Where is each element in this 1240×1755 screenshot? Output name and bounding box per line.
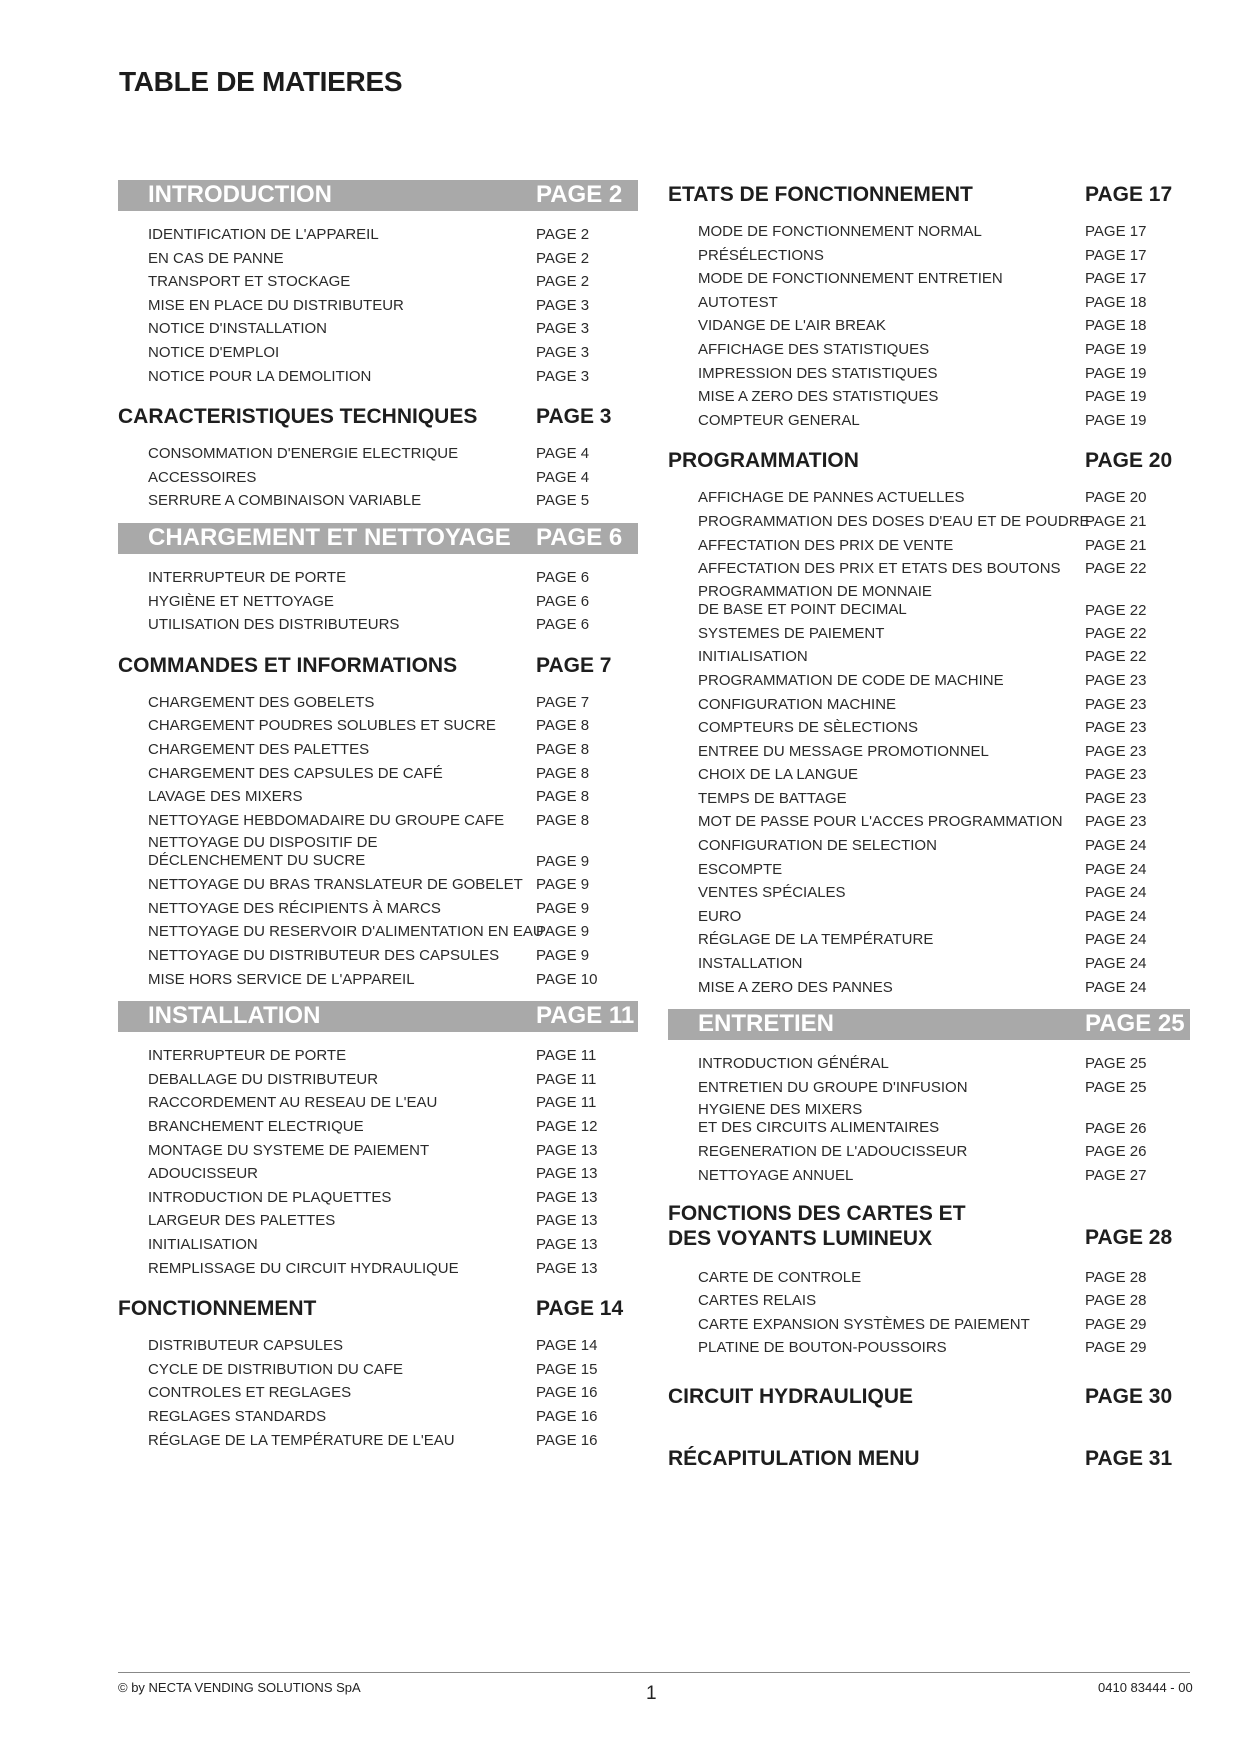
toc-entry-page: PAGE 4 — [536, 468, 590, 486]
toc-entry-page: PAGE 29 — [1085, 1315, 1147, 1333]
toc-entry[interactable] — [118, 1044, 638, 1068]
toc-entry-label: CHARGEMENT POUDRES SOLUBLES ET SUCRE — [148, 717, 496, 735]
toc-entry[interactable] — [118, 466, 638, 490]
toc-entry-label: AFFECTATION DES PRIX DE VENTE — [698, 536, 954, 554]
toc-entry-page: PAGE 23 — [1085, 695, 1147, 713]
toc-entry[interactable] — [668, 905, 1190, 929]
toc-entry-label: MOT DE PASSE POUR L'ACCES PROGRAMMATION — [698, 813, 1063, 831]
toc-entry[interactable] — [668, 787, 1190, 811]
toc-entry[interactable] — [668, 557, 1190, 581]
toc-entry-label: INITIALISATION — [148, 1236, 258, 1253]
toc-entry[interactable] — [118, 489, 638, 513]
toc-entry-page: PAGE 19 — [1085, 364, 1147, 382]
toc-entry-label: SERRURE A COMBINAISON VARIABLE — [148, 492, 422, 510]
toc-entry-label: INTERRUPTEUR DE PORTE — [148, 1047, 347, 1065]
toc-entry-label: ENTRETIEN DU GROUPE D'INFUSION — [698, 1078, 968, 1096]
toc-entry-page: PAGE 2 — [536, 273, 590, 291]
section-page-ref: PAGE 20 — [1085, 449, 1173, 473]
toc-entry[interactable] — [668, 1052, 1190, 1076]
toc-entry[interactable] — [668, 510, 1190, 534]
toc-entry[interactable] — [118, 1115, 638, 1139]
section-title: CARACTERISTIQUES TECHNIQUES — [118, 405, 478, 429]
toc-entry-page: PAGE 13 — [536, 1188, 598, 1206]
toc-entry-label: DISTRIBUTEUR CAPSULES — [148, 1337, 344, 1355]
footer-copyright: © by NECTA VENDING SOLUTIONS SpA — [118, 1680, 361, 1695]
toc-entry[interactable] — [118, 1139, 638, 1163]
toc-entry-label: NETTOYAGE DU BRAS TRANSLATEUR DE GOBELET — [148, 876, 523, 894]
toc-entry-page: PAGE 4 — [536, 445, 590, 463]
toc-entry-page: PAGE 19 — [1085, 388, 1147, 406]
toc-entry-label: NETTOYAGE DES RÉCIPIENTS À MARCS — [148, 899, 441, 917]
toc-entry-label: CHOIX DE LA LANGUE — [698, 766, 859, 784]
toc-entry-label: VIDANGE DE L'AIR BREAK — [698, 317, 886, 335]
section-heading-chargement-et-nettoyage[interactable] — [118, 523, 638, 554]
toc-entry-label: MISE A ZERO DES PANNES — [698, 978, 893, 996]
toc-entry-page: PAGE 23 — [1085, 671, 1147, 689]
section-page-ref: PAGE 7 — [536, 653, 612, 677]
toc-entry-label: TRANSPORT ET STOCKAGE — [148, 273, 351, 291]
toc-entry-page: PAGE 28 — [1085, 1268, 1147, 1286]
toc-entry-label: DEBALLAGE DU DISTRIBUTEUR — [148, 1070, 379, 1088]
toc-entry-page: PAGE 6 — [536, 592, 590, 610]
toc-entry[interactable] — [668, 581, 1190, 622]
toc-entry-page: PAGE 26 — [1085, 1143, 1147, 1161]
toc-entry[interactable] — [118, 613, 638, 637]
toc-entry-page: PAGE 6 — [536, 568, 590, 586]
toc-entry-page: PAGE 17 — [1085, 223, 1147, 240]
toc-entry[interactable] — [668, 244, 1190, 268]
toc-entry[interactable] — [118, 294, 638, 318]
toc-entry-page: PAGE 3 — [536, 296, 590, 314]
toc-entry-label: NOTICE D'INSTALLATION — [148, 320, 327, 338]
toc-entry-page: PAGE 12 — [536, 1118, 598, 1136]
section-title: COMMANDES ET INFORMATIONS — [118, 653, 458, 677]
page-title: TABLE DE MATIERES — [119, 66, 403, 97]
toc-entry-page: PAGE 11 — [536, 1047, 597, 1065]
toc-entry-label: AFFICHAGE DES STATISTIQUES — [698, 340, 930, 358]
toc-entry-label: MODE DE FONCTIONNEMENT ENTRETIEN — [698, 270, 1003, 288]
toc-entry-page: PAGE 22 — [1085, 601, 1147, 619]
toc-entry-page: PAGE 17 — [1085, 246, 1147, 264]
toc-entry[interactable] — [668, 622, 1190, 646]
toc-entry[interactable] — [668, 881, 1190, 905]
toc-entry-label: BRANCHEMENT ELECTRIQUE — [148, 1118, 364, 1136]
toc-entry-label: NETTOYAGE HEBDOMADAIRE DU GROUPE CAFE — [148, 811, 505, 829]
section-page-ref: PAGE 11 — [536, 1002, 635, 1030]
toc-entry-label: UTILISATION DES DISTRIBUTEURS — [148, 616, 400, 634]
toc-entry-page: PAGE 9 — [536, 923, 590, 941]
toc-entry-label: EURO — [698, 907, 742, 925]
toc-entry[interactable] — [118, 1381, 638, 1405]
section-page-ref: PAGE 28 — [1085, 1225, 1173, 1249]
section-title: INSTALLATION — [148, 1002, 321, 1030]
toc-entry-label: COMPTEUR GENERAL — [698, 411, 860, 429]
section-title: FONCTIONS DES CARTES ET DES VOYANTS LUMINEUX — [668, 1201, 966, 1250]
section-heading-circuit-hydraulique[interactable] — [668, 1382, 1190, 1412]
toc-entry-page: PAGE 23 — [1085, 719, 1147, 737]
section-title: RÉCAPITULATION MENU — [668, 1446, 920, 1470]
footer-doc-code: 0410 83444 - 00 — [1098, 1680, 1193, 1695]
section-page-ref: PAGE 17 — [1085, 183, 1173, 206]
section-heading-fonctions-des-cartes-et-des-voyants-lumineux[interactable] — [668, 1202, 1190, 1256]
toc-entry-label: HYGIÈNE ET NETTOYAGE — [148, 592, 334, 610]
toc-entry-page: PAGE 3 — [536, 367, 590, 385]
toc-entry[interactable] — [668, 314, 1190, 338]
toc-entry-label: PLATINE DE BOUTON-POUSSOIRS — [698, 1339, 947, 1357]
toc-entry-page: PAGE 24 — [1085, 837, 1147, 855]
toc-entry-page: PAGE 6 — [536, 616, 590, 634]
toc-entry[interactable] — [668, 693, 1190, 717]
toc-entry-label: ESCOMPTE — [698, 860, 783, 878]
toc-entry-label: AFFICHAGE DE PANNES ACTUELLES — [698, 489, 965, 507]
toc-entry-label: MODE DE FONCTIONNEMENT NORMAL — [698, 223, 982, 240]
toc-entry[interactable] — [668, 810, 1190, 834]
toc-entry-page: PAGE 20 — [1085, 489, 1147, 507]
toc-entry-page: PAGE 13 — [536, 1165, 598, 1183]
toc-entry-label: CARTES RELAIS — [698, 1292, 817, 1310]
toc-entry-label: IDENTIFICATION DE L'APPAREIL — [148, 226, 379, 243]
toc-entry[interactable] — [118, 365, 638, 389]
toc-entry[interactable] — [118, 832, 638, 873]
toc-entry-label: NOTICE D'EMPLOI — [148, 343, 280, 361]
toc-entry[interactable] — [668, 858, 1190, 882]
toc-entry-page: PAGE 8 — [536, 717, 590, 735]
toc-entry-label: PROGRAMMATION DES DOSES D'EAU ET DE POUDRE — [698, 512, 1090, 530]
toc-entry[interactable] — [668, 291, 1190, 315]
toc-entry-page: PAGE 22 — [1085, 624, 1147, 642]
toc-entry[interactable] — [668, 740, 1190, 764]
toc-entry-page: PAGE 28 — [1085, 1292, 1147, 1310]
section-heading-introduction[interactable] — [118, 180, 638, 211]
toc-entry-page: PAGE 19 — [1085, 411, 1147, 429]
toc-entry-page: PAGE 25 — [1085, 1078, 1147, 1096]
toc-entry[interactable] — [668, 928, 1190, 952]
toc-entry[interactable] — [118, 873, 638, 897]
toc-entry[interactable] — [118, 762, 638, 786]
section-heading-entretien[interactable] — [668, 1009, 1190, 1040]
toc-entry[interactable] — [118, 944, 638, 968]
toc-entry[interactable] — [118, 566, 638, 590]
toc-entry-label: NETTOYAGE ANNUEL — [698, 1167, 854, 1184]
toc-entry-page: PAGE 25 — [1085, 1055, 1147, 1073]
toc-entry[interactable] — [118, 1257, 638, 1281]
toc-entry-label: COMPTEURS DE SÈLECTIONS — [698, 719, 919, 737]
toc-entry[interactable] — [668, 976, 1190, 1000]
toc-entry-page: PAGE 21 — [1085, 536, 1147, 554]
section-title: FONCTIONNEMENT — [118, 1297, 317, 1321]
toc-entry[interactable] — [668, 1076, 1190, 1100]
toc-entry-page: PAGE 9 — [536, 899, 590, 917]
toc-entry-label: CARTE EXPANSION SYSTÈMES DE PAIEMENT — [698, 1315, 1030, 1333]
toc-entry[interactable] — [668, 952, 1190, 976]
toc-entry-page: PAGE 13 — [536, 1236, 598, 1253]
toc-entry[interactable] — [118, 897, 638, 921]
toc-entry[interactable] — [118, 1334, 638, 1358]
section-page-ref: PAGE 3 — [536, 405, 612, 429]
toc-entry-page: PAGE 16 — [536, 1431, 598, 1449]
toc-entry-page: PAGE 23 — [1085, 789, 1147, 807]
toc-entry-page: PAGE 24 — [1085, 884, 1147, 902]
toc-entry-label: AUTOTEST — [698, 293, 778, 311]
toc-entry-label: LAVAGE DES MIXERS — [148, 788, 303, 806]
toc-entry[interactable] — [118, 590, 638, 614]
toc-entry[interactable] — [118, 1429, 638, 1453]
toc-entry-page: PAGE 24 — [1085, 955, 1147, 973]
toc-entry-page: PAGE 2 — [536, 226, 590, 243]
section-page-ref: PAGE 25 — [1085, 1010, 1185, 1038]
toc-entry-page: PAGE 8 — [536, 764, 590, 782]
toc-entry-page: PAGE 23 — [1085, 813, 1147, 831]
section-heading-programmation[interactable] — [668, 446, 1190, 476]
toc-entry[interactable] — [118, 785, 638, 809]
toc-entry-label: REGLAGES STANDARDS — [148, 1407, 327, 1425]
toc-entry-page: PAGE 23 — [1085, 742, 1147, 760]
toc-entry-label: CHARGEMENT DES GOBELETS — [148, 693, 375, 711]
toc-entry[interactable] — [668, 1164, 1190, 1188]
toc-entry-page: PAGE 3 — [536, 320, 590, 338]
toc-entry-label: CYCLE DE DISTRIBUTION DU CAFE — [148, 1360, 404, 1378]
toc-entry-label: IMPRESSION DES STATISTIQUES — [698, 364, 938, 382]
toc-entry-page: PAGE 8 — [536, 740, 590, 758]
toc-entry-page: PAGE 18 — [1085, 317, 1147, 335]
toc-entry-label: MISE A ZERO DES STATISTIQUES — [698, 388, 939, 406]
toc-right-column — [668, 180, 1190, 1484]
toc-entry-label: LARGEUR DES PALETTES — [148, 1212, 336, 1230]
toc-entry-label: INSTALLATION — [698, 955, 803, 973]
section-heading-caracteristiques-techniques[interactable] — [118, 402, 638, 432]
toc-entry[interactable] — [668, 1313, 1190, 1337]
toc-entry-page: PAGE 17 — [1085, 270, 1147, 288]
toc-entry-label: CARTE DE CONTROLE — [698, 1268, 862, 1286]
toc-entry[interactable] — [118, 1068, 638, 1092]
toc-entry[interactable] — [118, 968, 638, 992]
toc-entry-label: CONTROLES ET REGLAGES — [148, 1384, 352, 1402]
toc-entry[interactable] — [668, 763, 1190, 787]
toc-entry[interactable] — [668, 409, 1190, 433]
toc-entry[interactable] — [118, 1091, 638, 1115]
toc-entry-page: PAGE 13 — [536, 1141, 598, 1159]
toc-entry[interactable] — [668, 645, 1190, 669]
toc-entry[interactable] — [668, 716, 1190, 740]
toc-entry-label: RÉGLAGE DE LA TEMPÉRATURE DE L'EAU — [148, 1431, 455, 1449]
toc-entry-page: PAGE 2 — [536, 249, 590, 267]
section-page-ref: PAGE 30 — [1085, 1384, 1173, 1408]
toc-entry-label: CONFIGURATION MACHINE — [698, 695, 897, 713]
toc-entry[interactable] — [118, 270, 638, 294]
toc-entry[interactable] — [668, 1140, 1190, 1164]
toc-entry[interactable] — [118, 442, 638, 466]
toc-entry-label: NETTOYAGE DU RESERVOIR D'ALIMENTATION EN EAU — [148, 923, 544, 941]
toc-entry-page: PAGE 3 — [536, 343, 590, 361]
section-title: ENTRETIEN — [698, 1010, 835, 1038]
toc-entry[interactable] — [668, 362, 1190, 386]
toc-entry-page: PAGE 8 — [536, 811, 590, 829]
toc-entry-page: PAGE 16 — [536, 1384, 598, 1402]
toc-entry-label: RACCORDEMENT AU RESEAU DE L'EAU — [148, 1094, 438, 1112]
section-page-ref: PAGE 6 — [536, 523, 623, 551]
toc-entry[interactable] — [668, 1336, 1190, 1360]
toc-entry[interactable] — [118, 1405, 638, 1429]
toc-entry-label: RÉGLAGE DE LA TEMPÉRATURE — [698, 931, 934, 949]
toc-entry-label: PROGRAMMATION DE MONNAIE DE BASE ET POINT DECIMAL — [698, 582, 932, 618]
toc-entry-label: ACCESSOIRES — [148, 468, 257, 486]
toc-entry-page: PAGE 19 — [1085, 340, 1147, 358]
toc-entry-label: CHARGEMENT DES PALETTES — [148, 740, 370, 758]
toc-entry-label: EN CAS DE PANNE — [148, 249, 284, 267]
toc-entry-label: MONTAGE DU SYSTEME DE PAIEMENT — [148, 1141, 430, 1159]
toc-entry[interactable] — [118, 1162, 638, 1186]
section-title: PROGRAMMATION — [668, 449, 859, 473]
section-page-ref: PAGE 31 — [1085, 1446, 1173, 1470]
section-title: ETATS DE FONCTIONNEMENT — [668, 183, 973, 206]
section-page-ref: PAGE 14 — [536, 1297, 624, 1321]
toc-entry-label: VENTES SPÉCIALES — [698, 884, 846, 902]
toc-entry-label: SYSTEMES DE PAIEMENT — [698, 624, 885, 642]
toc-entry[interactable] — [118, 1209, 638, 1233]
toc-entry-page: PAGE 24 — [1085, 907, 1147, 925]
toc-entry-page: PAGE 24 — [1085, 931, 1147, 949]
toc-entry[interactable] — [118, 691, 638, 715]
toc-entry-page: PAGE 7 — [536, 693, 590, 711]
toc-entry-label: INTRODUCTION GÉNÉRAL — [698, 1055, 889, 1073]
toc-entry-page: PAGE 11 — [536, 1094, 597, 1112]
toc-entry-page: PAGE 15 — [536, 1360, 598, 1378]
toc-entry-page: PAGE 26 — [1085, 1120, 1147, 1138]
toc-entry[interactable] — [118, 714, 638, 738]
toc-entry[interactable] — [668, 1266, 1190, 1290]
toc-entry-page: PAGE 9 — [536, 947, 590, 965]
toc-entry-page: PAGE 9 — [536, 876, 590, 894]
toc-entry[interactable] — [668, 385, 1190, 409]
toc-entry-label: CONSOMMATION D'ENERGIE ELECTRIQUE — [148, 445, 459, 463]
toc-entry[interactable] — [668, 669, 1190, 693]
toc-entry-label: INTERRUPTEUR DE PORTE — [148, 568, 347, 586]
toc-entry-page: PAGE 18 — [1085, 293, 1147, 311]
toc-entry[interactable] — [118, 920, 638, 944]
toc-entry-page: PAGE 9 — [536, 853, 590, 871]
toc-entry-label: HYGIENE DES MIXERS ET DES CIRCUITS ALIMENTAIRES — [698, 1101, 940, 1137]
toc-entry[interactable] — [668, 338, 1190, 362]
toc-entry-page: PAGE 10 — [536, 970, 598, 988]
toc-entry-label: AFFECTATION DES PRIX ET ETATS DES BOUTONS — [698, 560, 1061, 578]
toc-entry-label: INITIALISATION — [698, 648, 808, 666]
section-title: CHARGEMENT ET NETTOYAGE — [148, 523, 511, 551]
toc-entry-label: CHARGEMENT DES CAPSULES DE CAFÉ — [148, 764, 443, 782]
toc-entry-page: PAGE 22 — [1085, 648, 1147, 666]
toc-entry-label: CONFIGURATION DE SELECTION — [698, 837, 937, 855]
toc-entry[interactable] — [668, 486, 1190, 510]
toc-entry[interactable] — [118, 341, 638, 365]
toc-entry-page: PAGE 16 — [536, 1407, 598, 1425]
toc-entry[interactable] — [118, 223, 638, 247]
toc-entry-page: PAGE 21 — [1085, 512, 1147, 530]
toc-entry-label: ADOUCISSEUR — [148, 1165, 259, 1183]
toc-entry-label: PRÉSÉLECTIONS — [698, 246, 824, 264]
toc-entry-page: PAGE 29 — [1085, 1339, 1147, 1357]
section-heading-recapitulation-menu[interactable] — [668, 1444, 1190, 1474]
toc-entry-label: NETTOYAGE DU DISPOSITIF DE DÉCLENCHEMENT DU SUCRE — [148, 834, 378, 870]
section-heading-etats-de-fonctionnement[interactable] — [668, 180, 1190, 210]
toc-left-column — [118, 180, 638, 1452]
toc-entry-page: PAGE 11 — [536, 1070, 597, 1088]
toc-entry-label: PROGRAMMATION DE CODE DE MACHINE — [698, 671, 1004, 689]
toc-entry[interactable] — [668, 534, 1190, 558]
footer-divider — [118, 1672, 1190, 1673]
toc-entry-label: INTRODUCTION DE PLAQUETTES — [148, 1188, 392, 1206]
toc-entry[interactable] — [668, 267, 1190, 291]
toc-entry-label: NOTICE POUR LA DEMOLITION — [148, 367, 372, 385]
section-page-ref: PAGE 2 — [536, 181, 623, 208]
toc-entry-page: PAGE 23 — [1085, 766, 1147, 784]
toc-entry[interactable] — [118, 317, 638, 341]
toc-entry-label: NETTOYAGE DU DISTRIBUTEUR DES CAPSULES — [148, 947, 500, 965]
toc-entry-page: PAGE 27 — [1085, 1167, 1147, 1184]
toc-entry-label: REGENERATION DE L'ADOUCISSEUR — [698, 1143, 968, 1161]
toc-entry[interactable] — [668, 220, 1190, 244]
toc-entry-label: ENTREE DU MESSAGE PROMOTIONNEL — [698, 742, 989, 760]
section-heading-installation[interactable] — [118, 1001, 638, 1032]
toc-entry-page: PAGE 8 — [536, 788, 590, 806]
toc-entry-label: TEMPS DE BATTAGE — [698, 789, 847, 807]
section-title: CIRCUIT HYDRAULIQUE — [668, 1384, 913, 1408]
section-heading-fonctionnement[interactable] — [118, 1294, 638, 1324]
section-heading-commandes-et-informations[interactable] — [118, 651, 638, 681]
toc-entry-label: MISE EN PLACE DU DISTRIBUTEUR — [148, 296, 404, 314]
toc-entry-page: PAGE 14 — [536, 1337, 598, 1355]
toc-entry-label: MISE HORS SERVICE DE L'APPAREIL — [148, 970, 415, 988]
toc-entry-page: PAGE 24 — [1085, 978, 1147, 996]
toc-entry-page: PAGE 24 — [1085, 860, 1147, 878]
toc-entry[interactable] — [118, 1358, 638, 1382]
footer-page-number: 1 — [646, 1683, 657, 1704]
toc-entry-page: PAGE 22 — [1085, 560, 1147, 578]
toc-entry[interactable] — [668, 1289, 1190, 1313]
toc-entry[interactable] — [118, 1233, 638, 1257]
toc-entry[interactable] — [668, 1099, 1190, 1140]
toc-entry[interactable] — [118, 809, 638, 833]
toc-entry[interactable] — [118, 738, 638, 762]
toc-entry-page: PAGE 13 — [536, 1259, 598, 1277]
section-title: INTRODUCTION — [148, 181, 332, 208]
toc-entry[interactable] — [668, 834, 1190, 858]
toc-entry[interactable] — [118, 1186, 638, 1210]
toc-entry-page: PAGE 5 — [536, 492, 590, 510]
toc-entry-label: REMPLISSAGE DU CIRCUIT HYDRAULIQUE — [148, 1259, 459, 1277]
toc-entry-page: PAGE 13 — [536, 1212, 598, 1230]
toc-entry[interactable] — [118, 247, 638, 271]
